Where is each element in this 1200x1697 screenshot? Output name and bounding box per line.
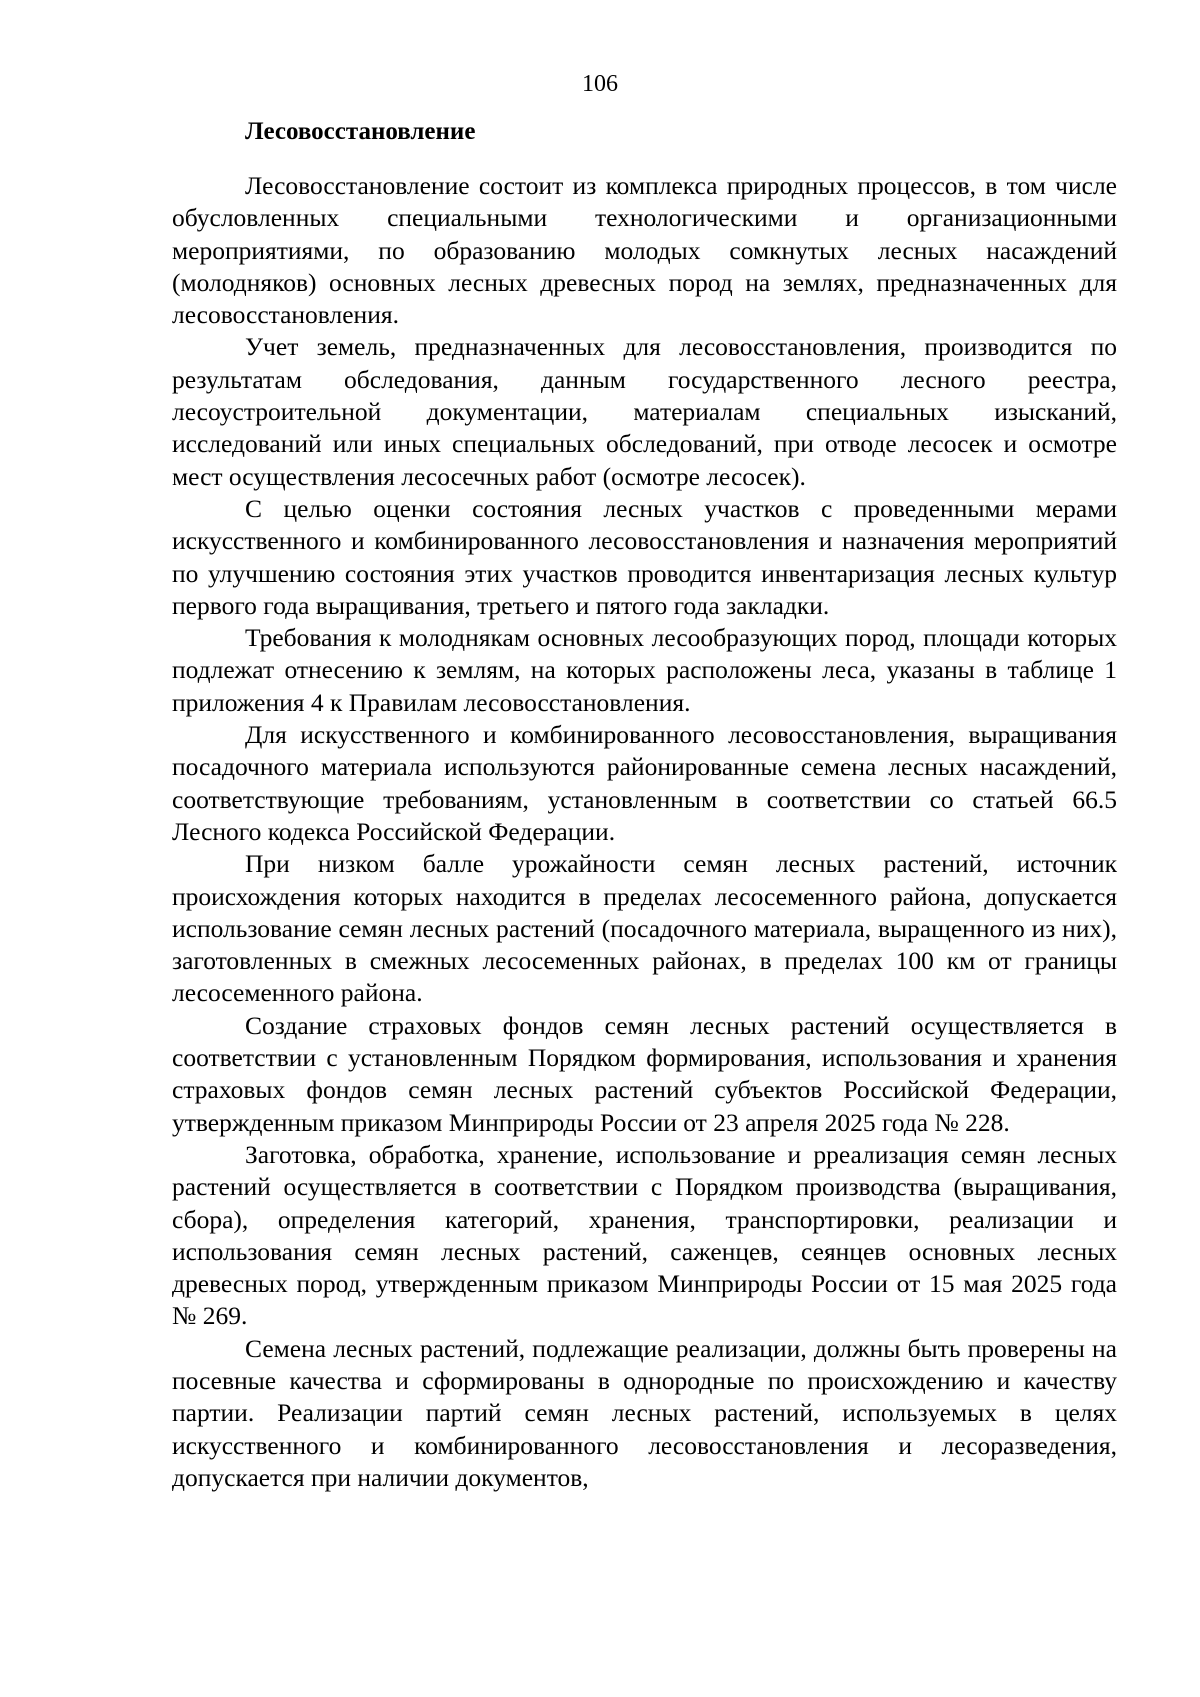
paragraph: С целью оценки состояния лесных участков с проведенными мерами искусственного и комбинированного лесовосстановления и назначения мероприятий по улучшению состояния этих участков проводится инвентаризация лесных культур первого года выращивания, третьего и пятого года закладки. [172,493,1117,620]
section-heading: Лесовосстановление [245,118,476,145]
body-text [172,170,1117,1494]
paragraph: Лесовосстановление состоит из комплекса природных процессов, в том числе обусловленных специальными технологическими и организационными мероприятиями, по образованию молодых сомкнутых лесных насаждений (молодняков) основных лесных древесных пород на землях, предназначенных для лесовосстановления. [172,171,1117,330]
paragraph: Требования к молоднякам основных лесообразующих пород, площади которых подлежат отнесению к землям, на которых расположены леса, указаны в таблице 1 приложения 4 к Правилам лесовосстановления. [172,623,1117,717]
paragraph: Семена лесных растений, подлежащие реализации, должны быть проверены на посевные качества и сформированы в однородные по происхождению и качеству партии. Реализации партий семян лесных растений, используемых в целях искусственного и комбинированного лесовосстановления и лесоразведения, допускается при наличии документов, [172,1333,1117,1492]
paragraph: Создание страховых фондов семян лесных растений осуществляется в соответствии с установленным Порядком формирования, использования и хранения страховых фондов семян лесных растений субъектов Российской Федерации, утвержденным приказом Минприроды России от 23 апреля 2025 года № 228. [172,1010,1117,1137]
paragraph: При низком балле урожайности семян лесных растений, источник происхождения которых находится в пределах лесосеменного района, допускается использование семян лесных растений (посадочного материала, выращенного из них), заготовленных в смежных лесосеменных районах, в пределах 100 км от границы лесосеменного района. [172,849,1117,1008]
paragraph: Заготовка, обработка, хранение, использование и рреализация семян лесных растений осуществляется в соответствии с Порядком производства (выращивания, сбора), определения категорий, хранения, транспортировки, реализации и использования семян лесных растений, саженцев, сеянцев основных лесных древесных пород, утвержденным приказом Минприроды России от 15 мая 2025 года № 269. [172,1139,1117,1331]
page-number: 106 [582,71,618,97]
paragraph: Для искусственного и комбинированного лесовосстановления, выращивания посадочного материала используются районированные семена лесных насаждений, соответствующие требованиям, установленным в соответствии со статьей 66.5 Лесного кодекса Российской Федерации. [172,720,1117,846]
paragraph: Учет земель, предназначенных для лесовосстановления, производится по результатам обследования, данным государственного лесного реестра, лесоустроительной документации, материалам специальных изысканий, исследований или иных специальных обследований, при отводе лесосек и осмотре мест осуществления лесосечных работ (осмотре лесосек). [172,332,1117,491]
